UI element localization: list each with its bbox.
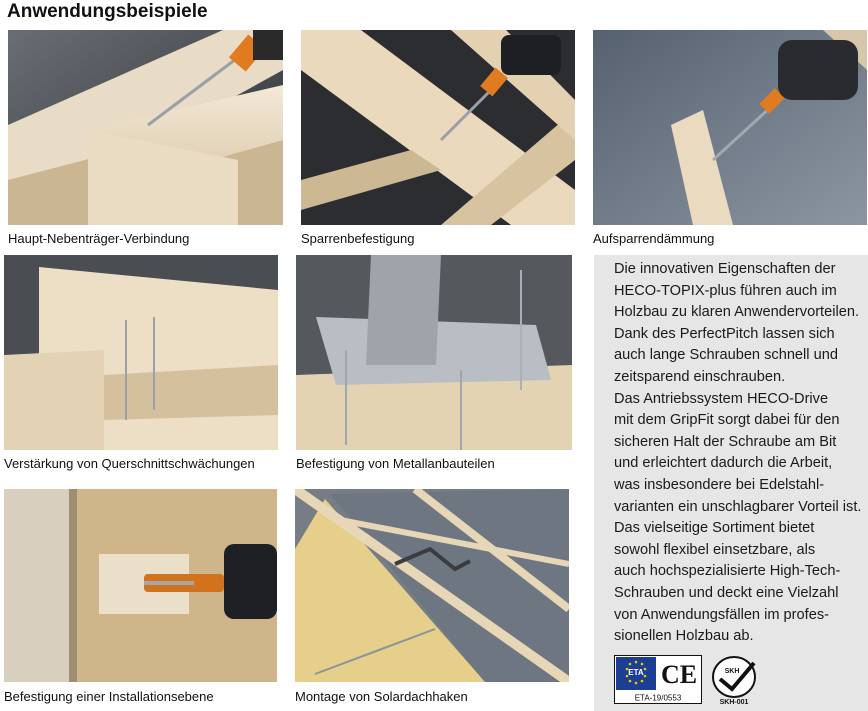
description-line: Das Antriebssystem HECO-Drive	[614, 390, 829, 407]
description-line: zeitsparend einschrauben.	[614, 368, 786, 385]
description-line: HECO-TOPIX-plus führen auch im	[614, 282, 837, 299]
description-panel	[594, 255, 868, 711]
skh-label: SKH	[724, 668, 740, 675]
skh-number: SKH-001	[719, 699, 749, 705]
eta-number: ETA-19/0553	[634, 693, 682, 703]
description-line: Holzbau zu klaren Anwendervorteilen.	[614, 304, 859, 321]
image-rafter-fastening	[301, 30, 575, 225]
description-line: auch hochspezialisierte High-Tech-	[614, 563, 841, 580]
description-line: mit dem GripFit sorgt dabei für den	[614, 412, 840, 429]
tile-caption: Montage von Solardachhaken	[295, 689, 468, 704]
description-line: varianten ein unschlagbarer Vorteil ist.	[614, 498, 862, 515]
description-line: sowohl flexibel einsetzbare, als	[614, 541, 816, 558]
image-metal-component-fastening	[296, 255, 572, 450]
image-solar-roof-hook-mounting	[295, 489, 569, 682]
description-line: auch lange Schrauben schnell und	[614, 347, 838, 364]
description-line: Schrauben und deckt eine Vielzahl	[614, 584, 839, 601]
description-line: und erleichtert dadurch die Arbeit,	[614, 455, 833, 472]
description-line: Das vielseitige Sortiment bietet	[614, 520, 815, 537]
tile-caption: Befestigung von Metallanbauteilen	[296, 456, 495, 471]
eta-badge-label: ETA	[628, 668, 644, 677]
image-cross-section-reinforcement	[4, 255, 278, 450]
description-line: was insbesondere bei Edelstahl-	[614, 476, 825, 493]
image-installation-layer-fastening	[4, 489, 277, 682]
skh-badge	[713, 657, 755, 705]
tile-caption: Verstärkung von Querschnittschwächungen	[4, 456, 255, 471]
description-line: von Anwendungsfällen im profes-	[614, 606, 829, 623]
image-main-secondary-beam-connection	[8, 30, 283, 225]
ce-mark: CE	[660, 660, 698, 689]
description-line: Die innovativen Eigenschaften der	[614, 261, 836, 277]
description-line: Dank des PerfectPitch lassen sich	[614, 325, 835, 342]
description-text	[614, 259, 866, 648]
description-line: sicheren Halt der Schraube am Bit	[614, 433, 837, 450]
tile-caption: Haupt-Nebenträger-Verbindung	[8, 231, 190, 246]
tile-caption: Sparrenbefestigung	[301, 231, 415, 246]
image-over-rafter-insulation	[593, 30, 867, 225]
certification-logos	[614, 655, 764, 710]
page-title: Anwendungsbeispiele	[7, 1, 208, 22]
tile-caption: Befestigung einer Installationsebene	[4, 689, 214, 704]
tile-caption: Aufsparrendämmung	[593, 231, 715, 246]
eta-ce-badge	[615, 656, 702, 704]
description-line: sionellen Holzbau ab.	[614, 628, 754, 645]
